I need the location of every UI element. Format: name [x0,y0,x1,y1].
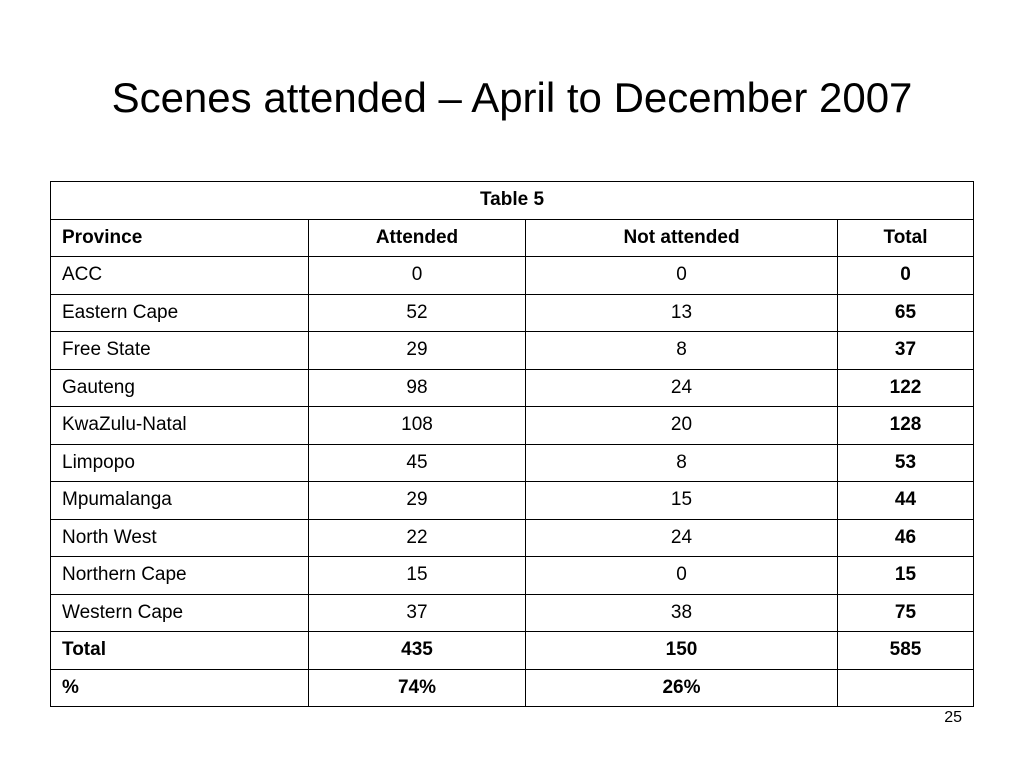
attended-cell: 98 [309,369,526,407]
total-label-cell: Total [51,632,309,670]
province-cell: North West [51,519,309,557]
not-attended-cell: 15 [526,482,838,520]
scenes-attended-table [50,181,974,707]
province-cell: Free State [51,332,309,370]
not-attended-cell: 24 [526,519,838,557]
table-row [51,594,974,632]
percent-total-cell [838,669,974,707]
table-header-row [51,219,974,257]
table-row [51,444,974,482]
not-attended-cell: 0 [526,557,838,595]
province-cell: Mpumalanga [51,482,309,520]
not-attended-cell: 24 [526,369,838,407]
attended-cell: 22 [309,519,526,557]
not-attended-cell: 0 [526,257,838,295]
province-cell: Western Cape [51,594,309,632]
attended-cell: 37 [309,594,526,632]
not-attended-cell: 38 [526,594,838,632]
table-total-row [51,632,974,670]
table-caption: Table 5 [51,182,974,220]
not-attended-cell: 13 [526,294,838,332]
total-not-attended-cell: 150 [526,632,838,670]
province-cell: Gauteng [51,369,309,407]
total-cell: 122 [838,369,974,407]
percent-label-cell: % [51,669,309,707]
header-province: Province [51,219,309,257]
province-cell: ACC [51,257,309,295]
header-not-attended: Not attended [526,219,838,257]
not-attended-cell: 8 [526,332,838,370]
table-row [51,369,974,407]
page-number: 25 [944,709,962,726]
attended-cell: 108 [309,407,526,445]
province-cell: Eastern Cape [51,294,309,332]
total-cell: 46 [838,519,974,557]
percent-attended-cell: 74% [309,669,526,707]
total-cell: 15 [838,557,974,595]
table-row [51,407,974,445]
total-cell: 53 [838,444,974,482]
table-row [51,482,974,520]
grand-total-cell: 585 [838,632,974,670]
total-cell: 128 [838,407,974,445]
attended-cell: 45 [309,444,526,482]
percent-not-attended-cell: 26% [526,669,838,707]
table-row [51,332,974,370]
total-cell: 0 [838,257,974,295]
table-row [51,294,974,332]
total-attended-cell: 435 [309,632,526,670]
table-percent-row [51,669,974,707]
table-row [51,557,974,595]
attended-cell: 0 [309,257,526,295]
header-total: Total [838,219,974,257]
total-cell: 37 [838,332,974,370]
total-cell: 65 [838,294,974,332]
total-cell: 44 [838,482,974,520]
attended-cell: 29 [309,482,526,520]
province-cell: Limpopo [51,444,309,482]
province-cell: KwaZulu-Natal [51,407,309,445]
not-attended-cell: 8 [526,444,838,482]
province-cell: Northern Cape [51,557,309,595]
slide-title: Scenes attended – April to December 2007 [111,74,913,121]
not-attended-cell: 20 [526,407,838,445]
table-row [51,519,974,557]
attended-cell: 29 [309,332,526,370]
header-attended: Attended [309,219,526,257]
table-caption-row [51,182,974,220]
attended-cell: 52 [309,294,526,332]
attended-cell: 15 [309,557,526,595]
table-row [51,257,974,295]
total-cell: 75 [838,594,974,632]
